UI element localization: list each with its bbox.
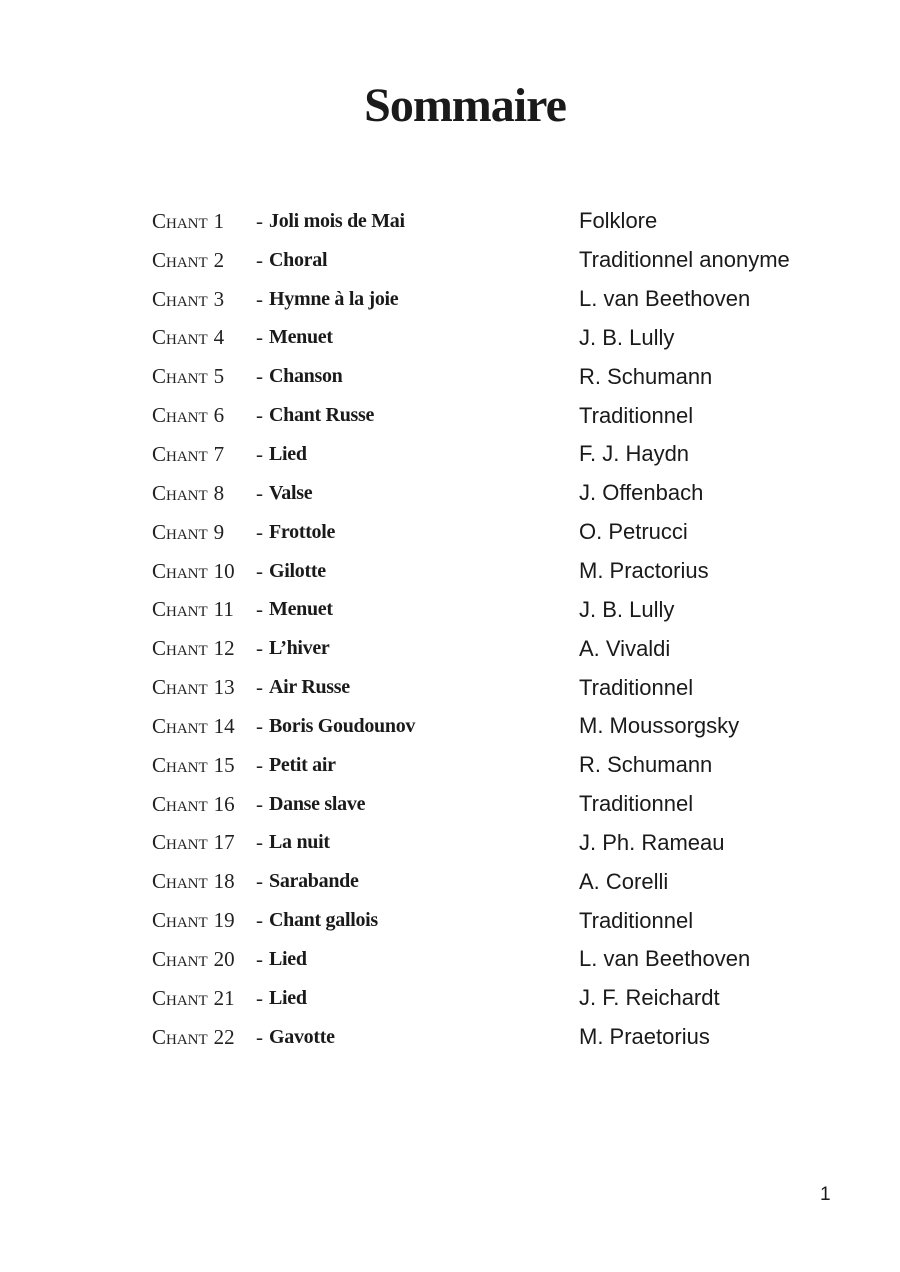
chant-number: 5 — [213, 364, 225, 389]
chant-label: Chant — [152, 791, 208, 816]
separator: - — [256, 597, 263, 622]
toc-row — [152, 629, 852, 668]
chant-number: 1 — [213, 208, 225, 233]
chant-label: Chant — [152, 480, 208, 505]
piece-title: Gilotte — [269, 559, 326, 582]
separator: - — [256, 286, 263, 311]
composer: R. Schumann — [579, 363, 713, 389]
chant-number: 10 — [213, 558, 235, 583]
chant-reference — [152, 675, 256, 700]
chant-number: 8 — [213, 480, 225, 505]
chant-reference — [152, 364, 256, 389]
chant-reference — [152, 481, 256, 506]
chant-number: 19 — [213, 908, 235, 933]
chant-label: Chant — [152, 247, 208, 272]
chant-reference — [152, 403, 256, 428]
chant-number: 17 — [213, 830, 235, 855]
toc-row — [152, 940, 852, 979]
composer: L. van Beethoven — [579, 286, 751, 312]
composer: J. B. Lully — [579, 596, 675, 622]
separator: - — [256, 908, 263, 933]
piece-title: Petit air — [269, 753, 336, 776]
piece-title: Choral — [269, 248, 328, 271]
composer: Traditionnel anonyme — [579, 247, 790, 273]
chant-number: 21 — [213, 985, 235, 1010]
composer: J. F. Reichardt — [579, 985, 720, 1011]
separator: - — [256, 869, 263, 894]
toc-row — [152, 396, 852, 435]
toc-row — [152, 357, 852, 396]
piece-title: Air Russe — [269, 676, 350, 699]
chant-label: Chant — [152, 830, 208, 855]
chant-label: Chant — [152, 946, 208, 971]
separator: - — [256, 830, 263, 855]
toc-row — [152, 862, 852, 901]
separator: - — [256, 247, 263, 272]
toc-row — [152, 319, 852, 358]
composer: A. Corelli — [579, 868, 669, 894]
composer: F. J. Haydn — [579, 441, 690, 467]
composer: J. B. Lully — [579, 324, 675, 350]
chant-number: 14 — [213, 713, 235, 738]
toc-row — [152, 707, 852, 746]
piece-title: Frottole — [269, 520, 336, 543]
piece-title: Chanson — [269, 365, 343, 388]
chant-label: Chant — [152, 752, 208, 777]
toc-row — [152, 901, 852, 940]
composer: Traditionnel — [579, 791, 694, 817]
separator: - — [256, 364, 263, 389]
separator: - — [256, 752, 263, 777]
chant-reference — [152, 1025, 256, 1050]
piece-title: Menuet — [269, 598, 333, 621]
piece-title: L’hiver — [269, 637, 330, 660]
piece-title: Valse — [269, 481, 313, 504]
piece-title: Lied — [269, 442, 307, 465]
chant-number: 11 — [213, 597, 234, 622]
chant-label: Chant — [152, 519, 208, 544]
toc-row — [152, 552, 852, 591]
toc-row — [152, 435, 852, 474]
toc-row — [152, 785, 852, 824]
chant-number: 6 — [213, 403, 225, 428]
chant-label: Chant — [152, 713, 208, 738]
composer: M. Praetorius — [579, 1024, 710, 1050]
piece-title: Lied — [269, 986, 307, 1009]
chant-reference — [152, 830, 256, 855]
chant-label: Chant — [152, 441, 208, 466]
chant-label: Chant — [152, 869, 208, 894]
piece-title: Lied — [269, 947, 307, 970]
chant-reference — [152, 559, 256, 584]
chant-reference — [152, 325, 256, 350]
page-title: Sommaire — [364, 79, 566, 132]
table-of-contents — [152, 202, 852, 1057]
toc-row — [152, 668, 852, 707]
toc-row — [152, 824, 852, 863]
toc-row — [152, 1018, 852, 1057]
chant-reference — [152, 753, 256, 778]
chant-number: 3 — [213, 286, 225, 311]
composer: Traditionnel — [579, 402, 694, 428]
chant-number: 18 — [213, 869, 235, 894]
chant-label: Chant — [152, 403, 208, 428]
chant-reference — [152, 248, 256, 273]
separator: - — [256, 636, 263, 661]
piece-title: Danse slave — [269, 792, 366, 815]
toc-row — [152, 474, 852, 513]
composer: J. Ph. Rameau — [579, 829, 725, 855]
chant-number: 4 — [213, 325, 225, 350]
chant-number: 15 — [213, 752, 235, 777]
chant-number: 2 — [213, 247, 225, 272]
chant-label: Chant — [152, 597, 208, 622]
chant-label: Chant — [152, 985, 208, 1010]
composer: L. van Beethoven — [579, 946, 751, 972]
composer: J. Offenbach — [579, 480, 704, 506]
composer: O. Petrucci — [579, 519, 688, 545]
chant-reference — [152, 714, 256, 739]
chant-label: Chant — [152, 675, 208, 700]
chant-reference — [152, 947, 256, 972]
composer: M. Moussorgsky — [579, 713, 740, 739]
toc-row — [152, 746, 852, 785]
chant-label: Chant — [152, 286, 208, 311]
piece-title: Hymne à la joie — [269, 287, 399, 310]
chant-number: 9 — [213, 519, 225, 544]
chant-label: Chant — [152, 636, 208, 661]
toc-row — [152, 590, 852, 629]
piece-title: Boris Goudounov — [269, 714, 416, 737]
chant-reference — [152, 636, 256, 661]
chant-reference — [152, 792, 256, 817]
separator: - — [256, 558, 263, 583]
separator: - — [256, 985, 263, 1010]
toc-row — [152, 241, 852, 280]
separator: - — [256, 208, 263, 233]
chant-number: 20 — [213, 946, 235, 971]
chant-number: 13 — [213, 675, 235, 700]
chant-reference — [152, 869, 256, 894]
chant-reference — [152, 520, 256, 545]
chant-number: 7 — [213, 441, 225, 466]
piece-title: Joli mois de Mai — [269, 209, 405, 232]
piece-title: Chant gallois — [269, 909, 378, 932]
piece-title: Menuet — [269, 326, 333, 349]
composer: Traditionnel — [579, 907, 694, 933]
chant-reference — [152, 597, 256, 622]
separator: - — [256, 1024, 263, 1049]
separator: - — [256, 713, 263, 738]
piece-title: Chant Russe — [269, 404, 375, 427]
toc-row — [152, 202, 852, 241]
chant-reference — [152, 908, 256, 933]
chant-label: Chant — [152, 908, 208, 933]
chant-reference — [152, 287, 256, 312]
piece-title: Sarabande — [269, 870, 359, 893]
chant-number: 16 — [213, 791, 235, 816]
separator: - — [256, 946, 263, 971]
composer: Folklore — [579, 208, 658, 234]
separator: - — [256, 403, 263, 428]
toc-row — [152, 280, 852, 319]
page-number: 1 — [820, 1184, 831, 1205]
separator: - — [256, 441, 263, 466]
separator: - — [256, 675, 263, 700]
chant-reference — [152, 986, 256, 1011]
chant-label: Chant — [152, 325, 208, 350]
piece-title: Gavotte — [269, 1025, 335, 1048]
chant-label: Chant — [152, 208, 208, 233]
chant-reference — [152, 442, 256, 467]
chant-label: Chant — [152, 364, 208, 389]
separator: - — [256, 791, 263, 816]
chant-label: Chant — [152, 558, 208, 583]
chant-number: 12 — [213, 636, 235, 661]
piece-title: La nuit — [269, 831, 330, 854]
composer: Traditionnel — [579, 674, 694, 700]
separator: - — [256, 519, 263, 544]
toc-row — [152, 513, 852, 552]
composer: M. Practorius — [579, 558, 709, 584]
separator: - — [256, 325, 263, 350]
chant-reference — [152, 209, 256, 234]
chant-number: 22 — [213, 1024, 235, 1049]
composer: A. Vivaldi — [579, 635, 671, 661]
separator: - — [256, 480, 263, 505]
toc-row — [152, 979, 852, 1018]
chant-label: Chant — [152, 1024, 208, 1049]
composer: R. Schumann — [579, 752, 713, 778]
